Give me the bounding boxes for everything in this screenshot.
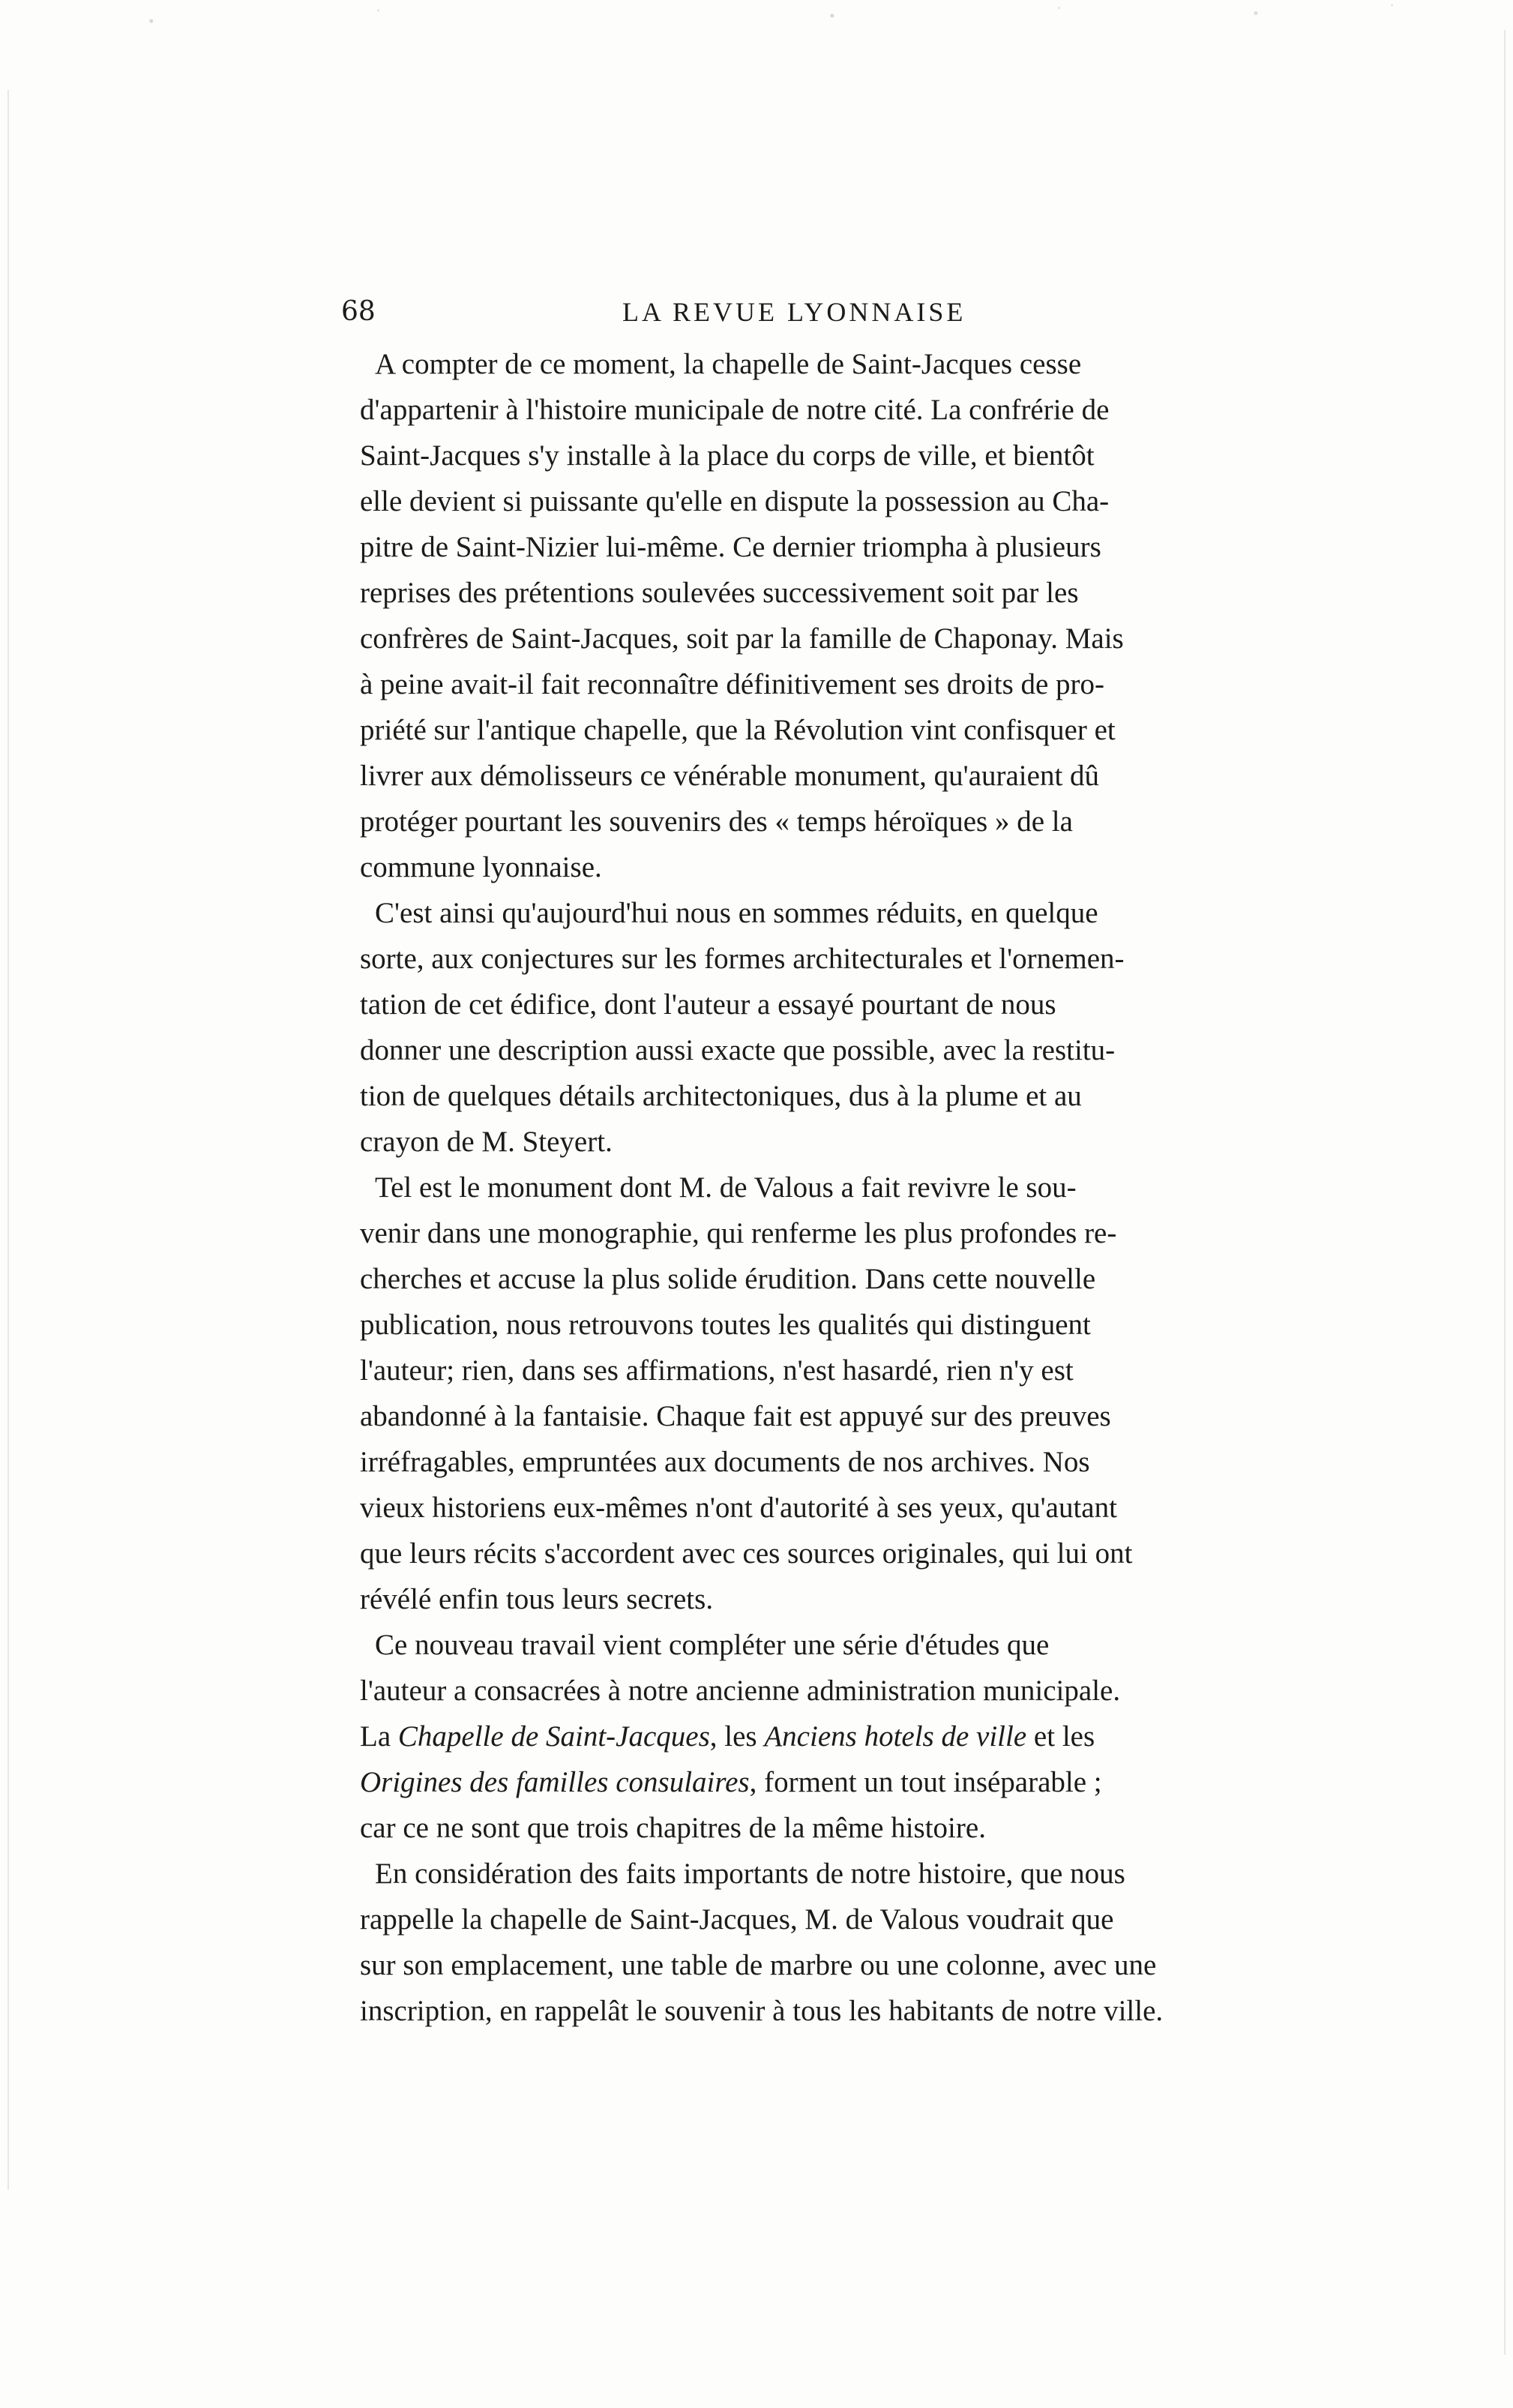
page-header — [341, 296, 1166, 341]
text-line: rappelle la chapelle de Saint-Jacques, M. de Valous voudrait que — [360, 1903, 1114, 1936]
text-line: tation de cet édifice, dont l'auteur a essayé pourtant de nous — [360, 988, 1056, 1021]
text-line: C'est ainsi qu'aujourd'hui nous en sommes réduits, en quelque — [375, 897, 1098, 929]
text-line: En considération des faits importants de notre histoire, que nous — [375, 1858, 1125, 1890]
work-title-italic: Chapelle de Saint-Jacques — [397, 1720, 710, 1753]
article-body — [360, 341, 1293, 2034]
text-line: que leurs récits s'accordent avec ces sources originales, qui lui ont — [360, 1537, 1133, 1570]
text-fragment: , les — [709, 1720, 765, 1753]
text-line: venir dans une monographie, qui renferme les plus profondes re- — [360, 1217, 1117, 1249]
text-line: irréfragables, empruntées aux documents de nos archives. Nos — [360, 1446, 1090, 1478]
paragraph-4 — [360, 1622, 1293, 1851]
text-line: révélé enfin tous leurs secrets. — [360, 1583, 714, 1615]
text-line: Ce nouveau travail vient compléter une série d'études que — [375, 1629, 1050, 1661]
text-fragment: et les — [1026, 1720, 1095, 1753]
page-edge-left — [7, 90, 9, 2190]
text-line: donner une description aussi exacte que possible, avec la restitu- — [360, 1034, 1116, 1066]
text-line: à peine avait-il fait reconnaître définitivement ses droits de pro- — [360, 668, 1105, 700]
text-line: Saint-Jacques s'y installe à la place du corps de ville, et bientôt — [360, 439, 1095, 472]
text-line: A compter de ce moment, la chapelle de Saint-Jacques cesse — [375, 348, 1082, 380]
page-number: 68 — [341, 296, 376, 327]
text-line: elle devient si puissante qu'elle en dispute la possession au Cha- — [360, 485, 1110, 517]
paragraph-2 — [360, 890, 1293, 1165]
text-line: livrer aux démolisseurs ce vénérable monument, qu'auraient dû — [360, 760, 1100, 792]
paragraph-5 — [360, 1851, 1293, 2034]
text-line: pitre de Saint-Nizier lui-même. Ce dernier triompha à plusieurs — [360, 531, 1101, 563]
text-line — [360, 1714, 1293, 1759]
text-line: sur son emplacement, une table de marbre ou une colonne, avec une — [360, 1949, 1157, 1981]
work-title-italic: Origines des familles consulaires — [360, 1766, 750, 1798]
paragraph-1 — [360, 341, 1293, 890]
text-line: abandonné à la fantaisie. Chaque fait est appuyé sur des preuves — [360, 1400, 1111, 1432]
text-line: d'appartenir à l'histoire municipale de notre cité. La confrérie de — [360, 394, 1110, 426]
scan-noise — [0, 0, 1513, 52]
text-line: l'auteur a consacrées à notre ancienne administration municipale. — [360, 1675, 1121, 1707]
text-line: publication, nous retrouvons toutes les qualités qui distinguent — [360, 1309, 1091, 1341]
text-line: Tel est le monument dont M. de Valous a fait revivre le sou- — [375, 1171, 1077, 1204]
text-line: crayon de M. Steyert. — [360, 1126, 613, 1158]
text-line — [360, 1759, 1293, 1805]
work-title-italic: Anciens hotels de ville — [764, 1720, 1027, 1753]
text-line: confrères de Saint-Jacques, soit par la famille de Chaponay. Mais — [360, 622, 1124, 655]
text-line: reprises des prétentions soulevées successivement soit par les — [360, 577, 1079, 609]
text-line: cherches et accuse la plus solide érudition. Dans cette nouvelle — [360, 1263, 1096, 1295]
text-line: l'auteur; rien, dans ses affirmations, n'est hasardé, rien n'y est — [360, 1354, 1074, 1387]
paragraph-3 — [360, 1165, 1293, 1622]
text-fragment: La — [360, 1720, 398, 1753]
page-edge-right — [1504, 30, 1506, 2355]
text-line: priété sur l'antique chapelle, que la Révolution vint confisquer et — [360, 714, 1116, 746]
text-line: vieux historiens eux-mêmes n'ont d'autorité à ses yeux, qu'autant — [360, 1492, 1117, 1524]
text-line: inscription, en rappelât le souvenir à tous les habitants de notre ville. — [360, 1995, 1164, 2027]
text-line: sorte, aux conjectures sur les formes architecturales et l'ornemen- — [360, 943, 1125, 975]
running-title: LA REVUE LYONNAISE — [622, 297, 966, 327]
text-line: commune lyonnaise. — [360, 851, 602, 883]
text-line: protéger pourtant les souvenirs des « temps héroïques » de la — [360, 805, 1073, 838]
text-line: tion de quelques détails architectoniques, dus à la plume et au — [360, 1080, 1082, 1112]
text-fragment: , forment un tout inséparable ; — [749, 1766, 1102, 1798]
text-line: car ce ne sont que trois chapitres de la même histoire. — [360, 1812, 986, 1844]
